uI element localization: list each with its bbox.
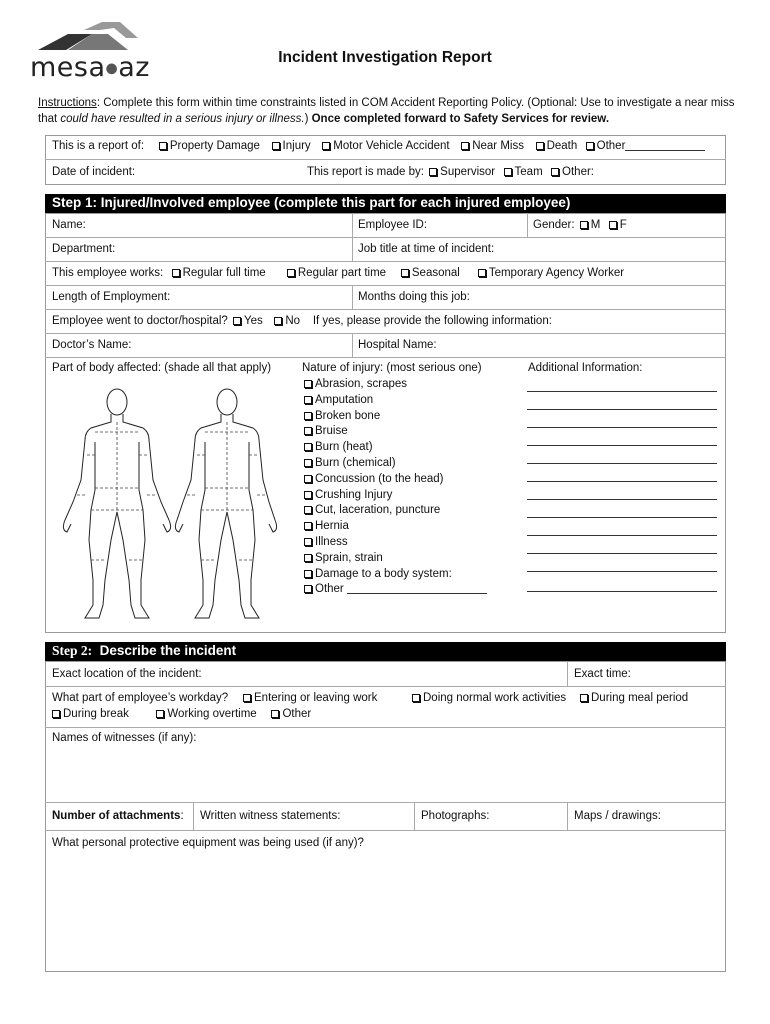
workday-during-break[interactable]: During break — [50, 708, 129, 720]
workday-normal-activities[interactable]: Doing normal work activities — [410, 692, 566, 704]
workday-entering-leaving[interactable]: Entering or leaving work — [241, 692, 377, 704]
instructions: Instructions: Complete this form within time constraints listed in COM Accident Reporting Policy. (Optional: Use to investigate a near miss that could have resulted in a serious injury or illness.) Once completed forward to Safety Services for review. — [38, 97, 735, 125]
department-field[interactable]: Department: — [52, 243, 116, 255]
workday-meal-period[interactable]: During meal period — [578, 692, 688, 704]
length-of-employment-field[interactable]: Length of Employment: — [52, 291, 171, 303]
injury-bruise[interactable]: Bruise — [302, 424, 487, 440]
works-temporary-agency[interactable]: Temporary Agency Worker — [476, 267, 624, 279]
body-part-label: Part of body affected: (shade all that apply) — [52, 362, 272, 374]
employee-id-field[interactable]: Employee ID: — [358, 219, 428, 231]
exact-location-field[interactable]: Exact location of the incident: — [52, 668, 202, 680]
report-type-injury[interactable]: Injury — [270, 140, 311, 152]
exact-time-field[interactable]: Exact time: — [574, 668, 631, 680]
injury-broken-bone[interactable]: Broken bone — [302, 409, 487, 425]
written-statements-field[interactable]: Written witness statements: — [200, 810, 341, 822]
photographs-field[interactable]: Photographs: — [421, 810, 490, 822]
made-by-other[interactable]: Other: — [549, 166, 594, 178]
name-field[interactable]: Name: — [52, 219, 86, 231]
injury-cut[interactable]: Cut, laceration, puncture — [302, 503, 487, 519]
nature-of-injury-label: Nature of injury: (most serious one) — [302, 362, 482, 374]
report-type-other[interactable]: Other — [584, 140, 706, 152]
attachments-label: Number of attachments: — [52, 810, 184, 822]
gender-row: Gender: M F — [533, 219, 627, 231]
injury-burn-heat[interactable]: Burn (heat) — [302, 440, 487, 456]
injury-illness[interactable]: Illness — [302, 535, 487, 551]
report-type-motor-vehicle[interactable]: Motor Vehicle Accident — [320, 140, 449, 152]
injury-hernia[interactable]: Hernia — [302, 519, 487, 535]
date-of-incident-field[interactable]: Date of incident: — [52, 166, 136, 178]
step2-header: Step 2: Describe the incident — [45, 642, 726, 661]
report-type-property-damage[interactable]: Property Damage — [157, 140, 260, 152]
injury-crushing[interactable]: Crushing Injury — [302, 488, 487, 504]
body-diagram-icon[interactable] — [55, 380, 280, 625]
gender-m[interactable]: M — [578, 219, 601, 231]
injury-abrasion[interactable]: Abrasion, scrapes — [302, 377, 487, 393]
injury-other[interactable]: Other — [302, 582, 487, 598]
instructions-label: Instructions — [38, 97, 97, 109]
doctor-yes[interactable]: Yes — [231, 315, 263, 327]
employee-works-row: This employee works: Regular full time Regular part time Seasonal Temporary Agency Worker — [52, 267, 625, 279]
job-title-field[interactable]: Job title at time of incident: — [358, 243, 495, 255]
ppe-field[interactable]: What personal protective equipment was being used (if any)? — [52, 837, 364, 849]
maps-drawings-field[interactable]: Maps / drawings: — [574, 810, 661, 822]
logo-wordmark: mesa●az — [30, 52, 150, 83]
made-by-team[interactable]: Team — [502, 166, 543, 178]
witnesses-field[interactable]: Names of witnesses (if any): — [52, 732, 197, 744]
report-type-row: This is a report of: Property Damage Injury Motor Vehicle Accident Near Miss Death Other — [52, 140, 705, 152]
step1-header: Step 1: Injured/Involved employee (complete this part for each injured employee) — [45, 194, 726, 213]
injury-amputation[interactable]: Amputation — [302, 393, 487, 409]
report-type-near-miss[interactable]: Near Miss — [459, 140, 524, 152]
works-regular-part-time[interactable]: Regular part time — [285, 267, 386, 279]
injury-concussion[interactable]: Concussion (to the head) — [302, 472, 487, 488]
nature-of-injury-list — [302, 377, 487, 598]
months-doing-job-field[interactable]: Months doing this job: — [358, 291, 470, 303]
additional-info-label: Additional Information: — [528, 362, 643, 374]
workday-overtime[interactable]: Working overtime — [154, 708, 256, 720]
doctor-hospital-row: Employee went to doctor/hospital? Yes No If yes, please provide the following information: — [52, 315, 552, 327]
doctor-name-field[interactable]: Doctor’s Name: — [52, 339, 132, 351]
made-by-supervisor[interactable]: Supervisor — [427, 166, 495, 178]
workday-row: What part of employee’s workday? Entering or leaving work — [52, 692, 378, 704]
hospital-name-field[interactable]: Hospital Name: — [358, 339, 437, 351]
gender-f[interactable]: F — [607, 219, 627, 231]
workday-other[interactable]: Other — [269, 708, 311, 720]
works-regular-full-time[interactable]: Regular full time — [170, 267, 266, 279]
workday-row-2 — [50, 708, 311, 720]
report-type-death[interactable]: Death — [534, 140, 578, 152]
injury-burn-chemical[interactable]: Burn (chemical) — [302, 456, 487, 472]
injury-body-system[interactable]: Damage to a body system: — [302, 567, 487, 583]
works-seasonal[interactable]: Seasonal — [399, 267, 460, 279]
injury-sprain[interactable]: Sprain, strain — [302, 551, 487, 567]
page-title: Incident Investigation Report — [278, 49, 492, 66]
doctor-no[interactable]: No — [272, 315, 300, 327]
report-made-by-row: This report is made by: Supervisor Team Other: — [307, 166, 595, 178]
